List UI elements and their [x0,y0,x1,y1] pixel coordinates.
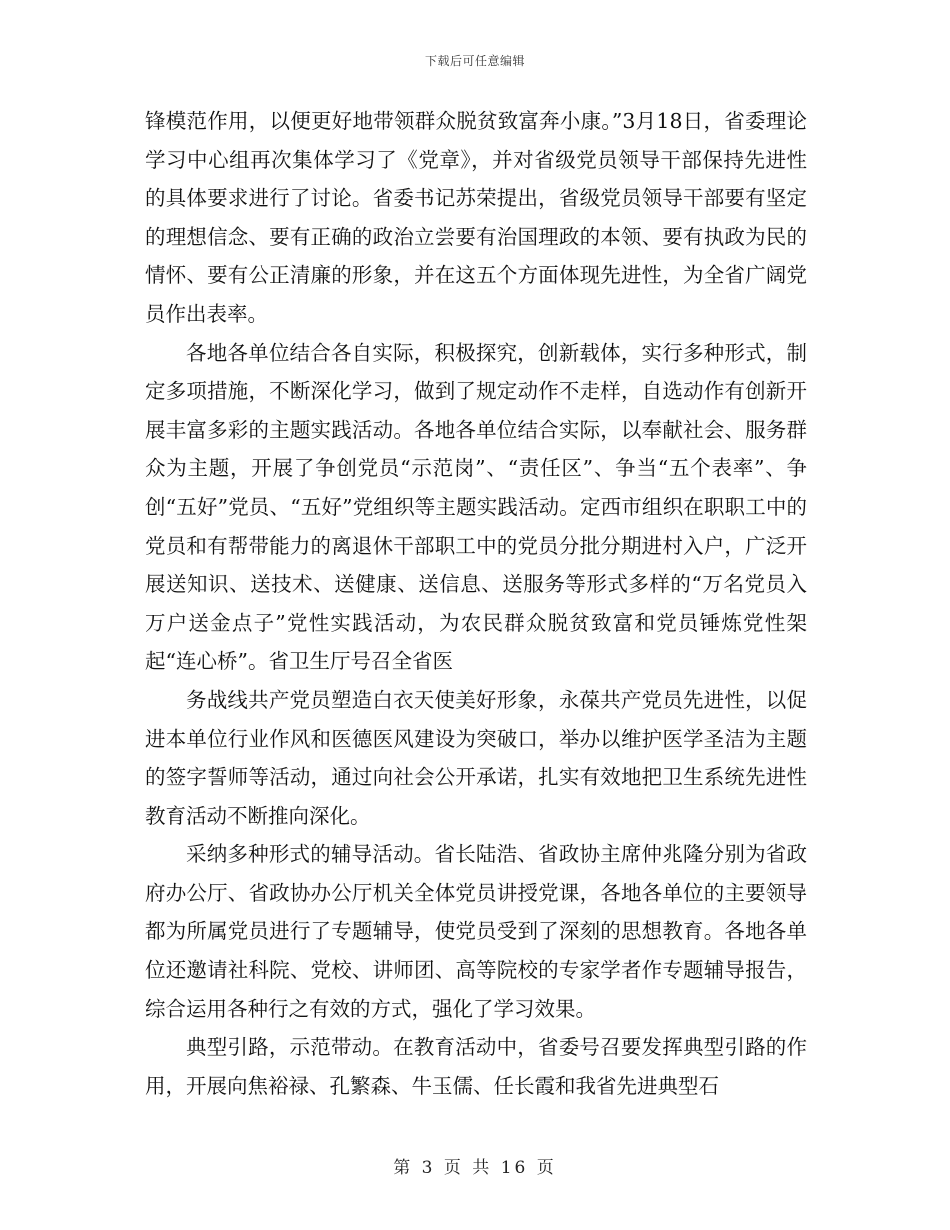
paragraph-1: 锋模范作用，以便更好地带领群众脱贫致富奔小康。”3月18日，省委理论学习中心组再次集体学习了《党章》，并对省级党员领导干部保持先进性的具体要求进行了讨论。省委书记苏荣提出，省级党员领导干部要有坚定的理想信念、要有正确的政治立尝要有治国理政的本领、要有执政为民的情怀、要有公正清廉的形象，并在这五个方面体现先进性，为全省广阔党员作出表率。 [145,109,807,326]
page-header: 下载后可任意编辑 [424,54,525,68]
document-body [145,102,807,1105]
page-number-footer: 第 3 页 共 16 页 [393,1158,557,1178]
paragraph-2: 各地各单位结合各自实际，积极探究，创新载体，实行多种形式，制定多项措施，不断深化学习，做到了规定动作不走样，自选动作有创新开展丰富多彩的主题实践活动。各地各单位结合实际，以奉献社会、服务群众为主题，开展了争创党员“示范岗”、“责任区”、争当“五个表率”、争创“五好”党员、“五好”党组织等主题实践活动。定西市组织在职职工中的党员和有帮带能力的离退休干部职工中的党员分批分期进村入户，广泛开展送知识、送技术、送健康、送信息、送服务等形式多样的“万名党员入万户送金点子”党性实践活动，为农民群众脱贫致富和党员锤炼党性架起“连心桥”。省卫生厅号召全省医 [145,340,807,674]
paragraph-3: 务战线共产党员塑造白衣天使美好形象，永葆共产党员先进性，以促进本单位行业作风和医德医风建设为突破口，举办以维护医学圣洁为主题的签字誓师等活动，通过向社会公开承诺，扎实有效地把卫生系统先进性教育活动不断推向深化。 [145,687,807,828]
paragraph-4: 采纳多种形式的辅导活动。省长陆浩、省政协主席仲兆隆分别为省政府办公厅、省政协办公厅机关全体党员讲授党课，各地各单位的主要领导都为所属党员进行了专题辅导，使党员受到了深刻的思想教育。各地各单位还邀请社科院、党校、讲师团、高等院校的专家学者作专题辅导报告，综合运用各种行之有效的方式，强化了学习效果。 [145,842,807,1021]
paragraph-5: 典型引路，示范带动。在教育活动中，省委号召要发挥典型引路的作用，开展向焦裕禄、孔繁森、牛玉儒、任长霞和我省先进典型石 [145,1035,807,1098]
